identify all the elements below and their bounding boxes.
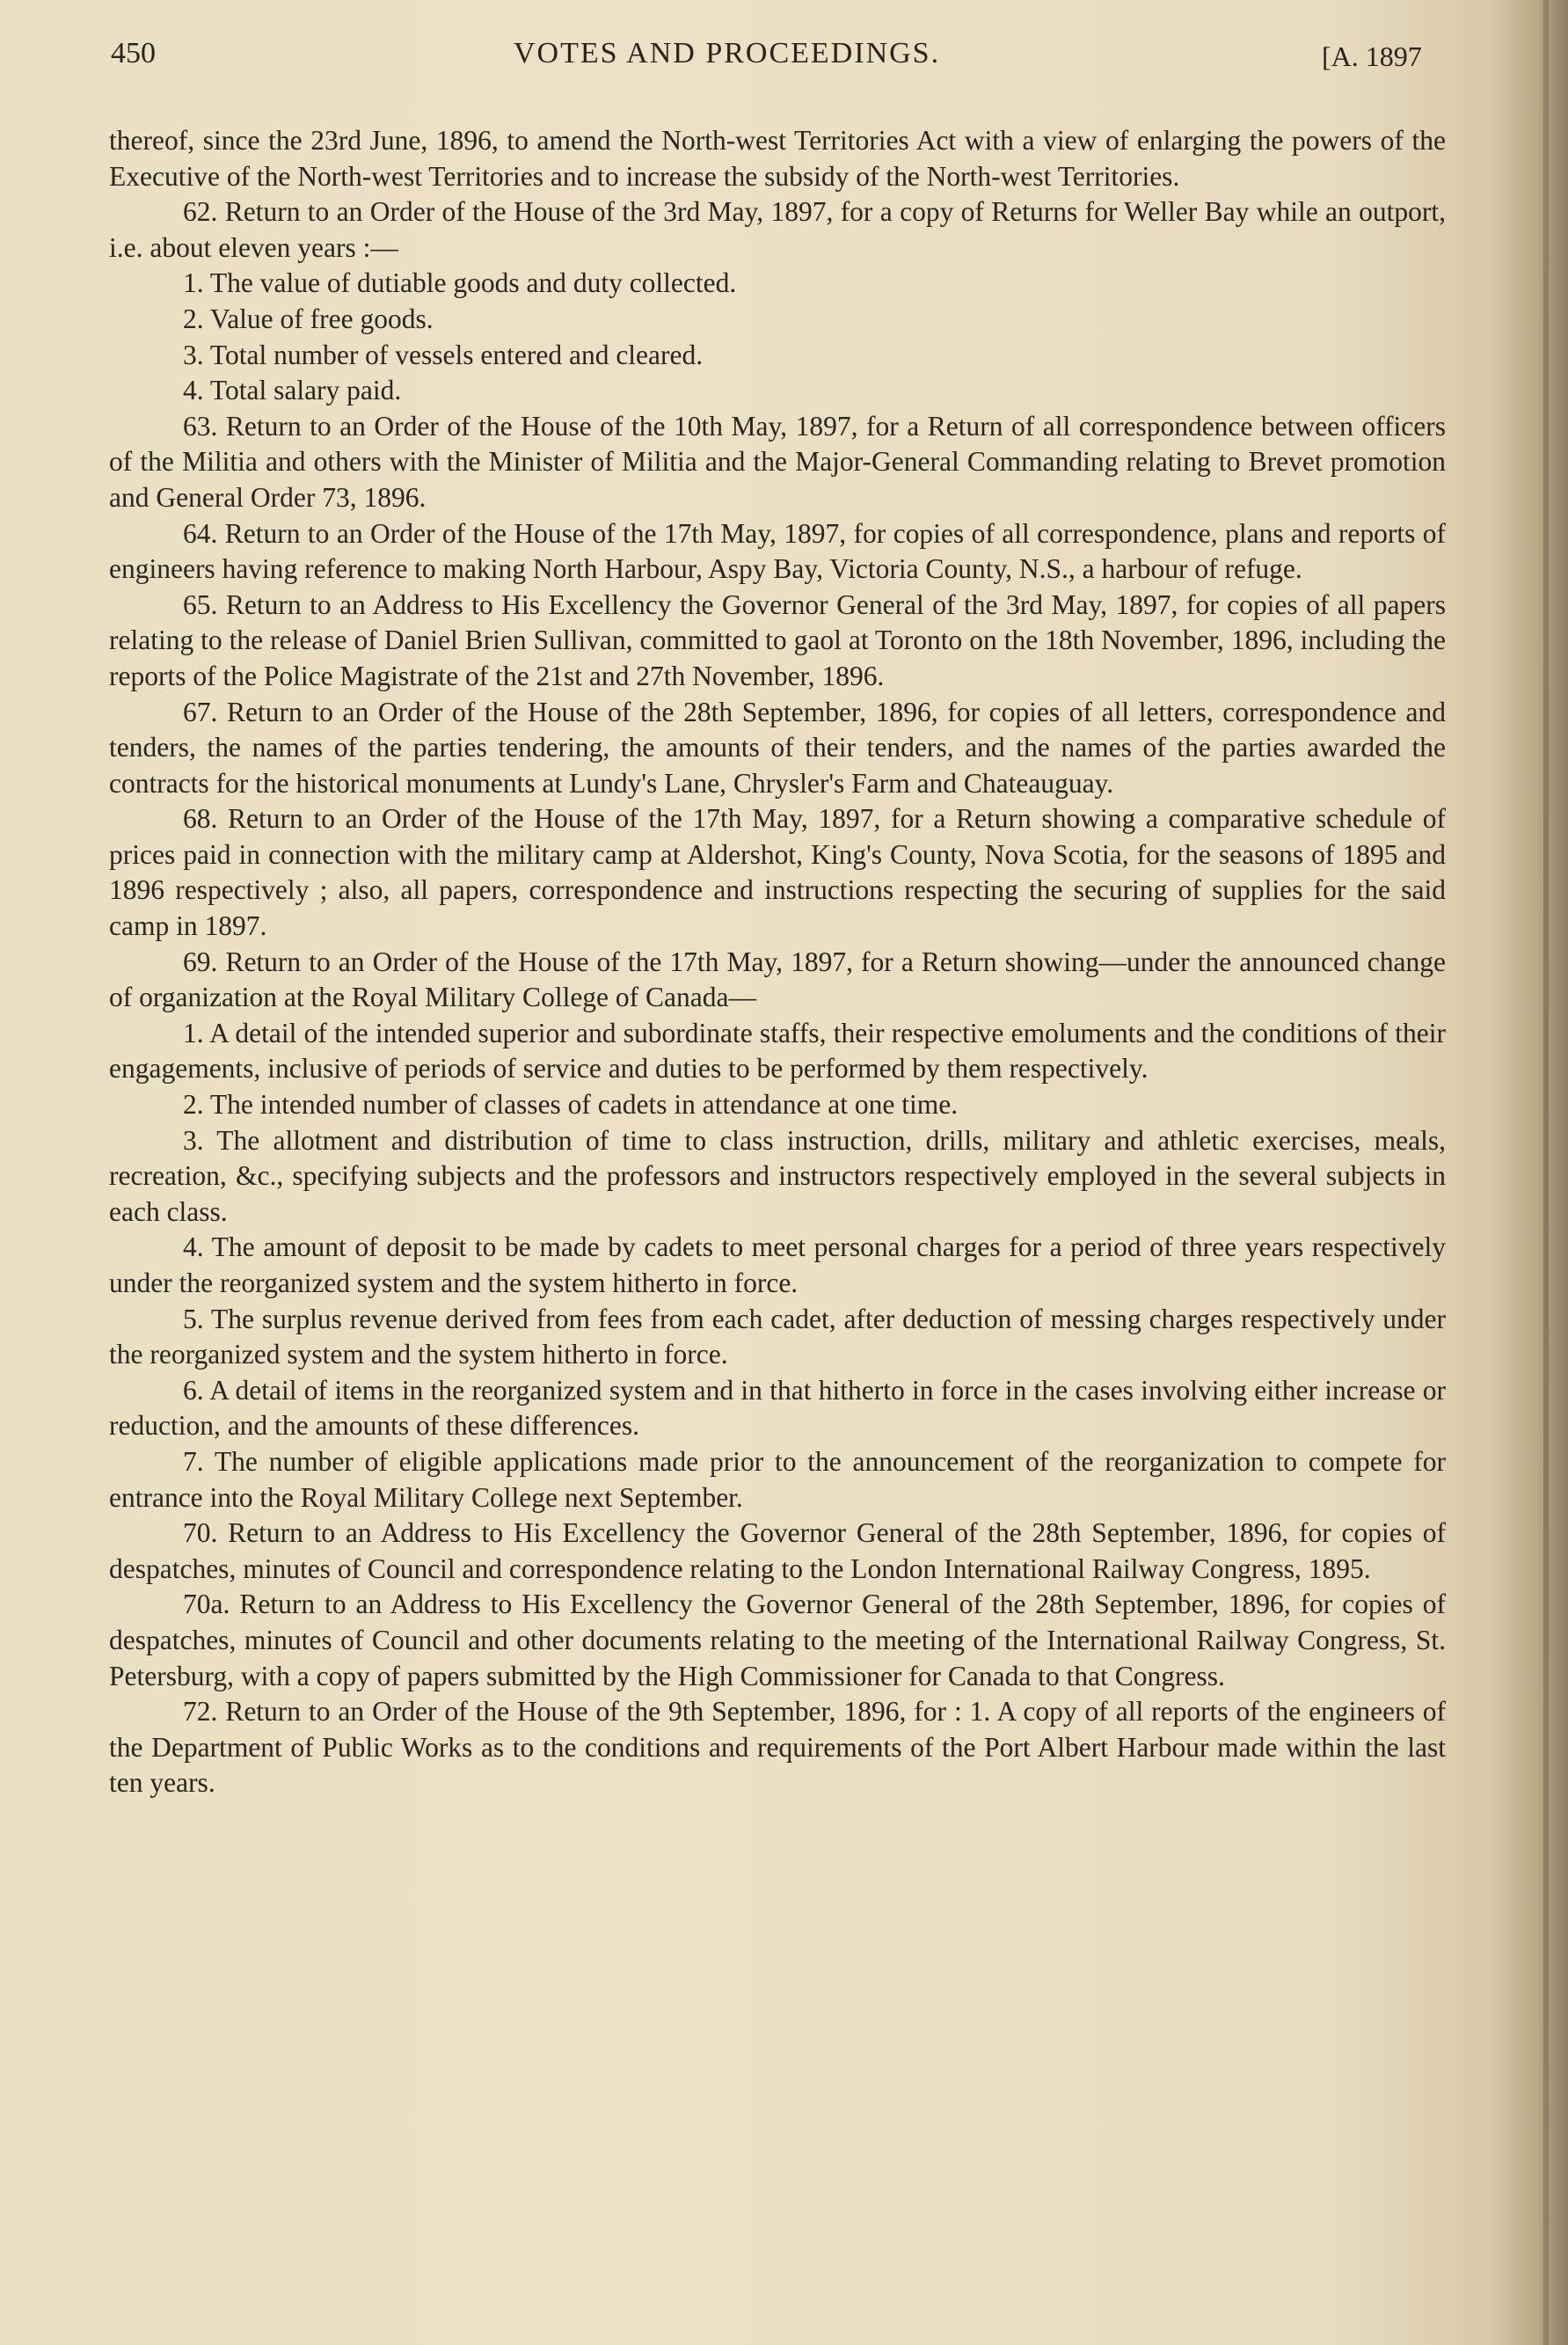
list-item-69-6: 6. A detail of items in the reorganized system and in that hitherto in force in the cases involving either increase or reduction, and the amounts of these differences. xyxy=(109,1374,1446,1442)
list-item-62-1: 1. The value of dutiable goods and duty collected. xyxy=(183,267,737,299)
paragraph-64: 64. Return to an Order of the House of the 17th May, 1897, for copies of all correspondence, plans and reports of engineers having reference to making North Harbour, Aspy Bay, Victoria County, N.S., a harbour of refuge. xyxy=(109,517,1446,585)
body-text xyxy=(109,123,1446,1801)
paragraph-67: 67. Return to an Order of the House of the 28th September, 1896, for copies of all letters, correspondence and tenders, the names of the parties tendering, the amounts of their tenders, and the names of the parties awarded the contracts for the historical monuments at Lundy's Lane, Chrysler's Farm and Chateauguay. xyxy=(109,696,1446,799)
running-title: VOTES AND PROCEEDINGS. xyxy=(514,37,941,69)
list-item-69-3: 3. The allotment and distribution of time to class instruction, drills, military and athletic exercises, meals, recreation, &c., specifying subjects and the professors and instructors respectively employed in the several subjects in each class. xyxy=(109,1124,1446,1227)
paragraph-70a: 70a. Return to an Address to His Excellency the Governor General of the 28th September, 1896, for copies of despatches, minutes of Council and other documents relating to the meeting of the International Railway Congress, St. Petersburg, with a copy of papers submitted by the High Commissioner for Canada to that Congress. xyxy=(109,1589,1446,1691)
paragraph-69: 69. Return to an Order of the House of the 17th May, 1897, for a Return showing—under the announced change of organization at the Royal Military College of Canada— xyxy=(109,946,1446,1013)
paragraph-63: 63. Return to an Order of the House of the 10th May, 1897, for a Return of all correspondence between officers of the Militia and others with the Minister of Militia and the Major-General Commanding relating to Brevet promotion and General Order 73, 1896. xyxy=(109,410,1446,513)
page-edge-shadow xyxy=(1543,0,1549,2345)
list-item-69-2: 2. The intended number of classes of cadets in attendance at one time. xyxy=(183,1089,959,1121)
list-item-69-5: 5. The surplus revenue derived from fees from each cadet, after deduction of messing charges respectively under the reorganized system and the system hitherto in force. xyxy=(109,1303,1446,1370)
paragraph-65: 65. Return to an Address to His Excellency the Governor General of the 3rd May, 1897, for copies of all papers relating to the release of Daniel Brien Sullivan, committed to gaol at Toronto on the 18th November, 1896, including the reports of the Police Magistrate of the 21st and 27th November, 1896. xyxy=(109,588,1446,691)
paragraph-68: 68. Return to an Order of the House of the 17th May, 1897, for a Return showing a comparative schedule of prices paid in connection with the military camp at Aldershot, King's County, Nova Scotia, for the seasons of 1895 and 1896 respectively ; also, all papers, correspondence and instructions respecting the securing of supplies for the said camp in 1897. xyxy=(109,803,1446,942)
page-header xyxy=(0,37,1568,81)
paragraph-continuation: thereof, since the 23rd June, 1896, to amend the North-west Territories Act with a view of enlarging the powers of the Executive of the North-west Territories and to increase the subsidy of the North-west Territories. xyxy=(109,125,1446,192)
list-item-62-4: 4. Total salary paid. xyxy=(183,375,402,406)
list-item-62-3: 3. Total number of vessels entered and cleared. xyxy=(183,339,704,370)
paragraph-62: 62. Return to an Order of the House of the 3rd May, 1897, for a copy of Returns for Weller Bay while an outport, i.e. about eleven years :— xyxy=(109,196,1446,263)
paragraph-70: 70. Return to an Address to His Excellency the Governor General of the 28th September, 1896, for copies of despatches, minutes of Council and correspondence relating to the London International Railway Congress, 1895. xyxy=(109,1517,1446,1584)
list-item-69-4: 4. The amount of deposit to be made by cadets to meet personal charges for a period of three years respectively under the reorganized system and the system hitherto in force. xyxy=(109,1231,1446,1298)
paragraph-72: 72. Return to an Order of the House of the 9th September, 1896, for : 1. A copy of all reports of the engineers of the Department of Public Works as to the conditions and requirements of the Port Albert Harbour made within the last ten years. xyxy=(109,1696,1446,1799)
list-item-62-2: 2. Value of free goods. xyxy=(183,303,434,334)
list-item-69-1: 1. A detail of the intended superior and subordinate staffs, their respective emoluments and the conditions of their engagements, inclusive of periods of service and duties to be performed by them respectively. xyxy=(109,1017,1446,1085)
year-mark: [A. 1897 xyxy=(1322,40,1422,72)
page-number: 450 xyxy=(111,37,156,69)
list-item-69-7: 7. The number of eligible applications made prior to the announcement of the reorganization to compete for entrance into the Royal Military College next September. xyxy=(109,1445,1446,1513)
